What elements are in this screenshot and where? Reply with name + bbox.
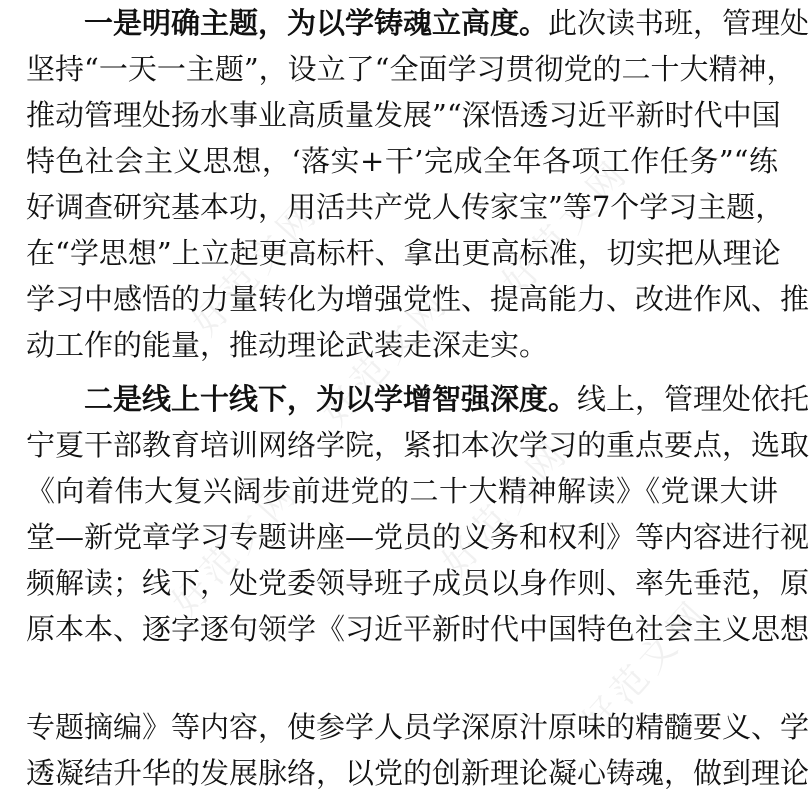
text-line: 好调查研究基本功，用活共产党人传家宝”等7个学习主题， [26,190,785,224]
text-line: 堂—新党章学习专题讲座—党员的义务和权利》等内容进行视 [26,520,809,554]
text-line: 在“学思想”上立起更高标杆、拿出更高标准，切实把从理论 [26,236,781,270]
text-line: 特色社会主义思想，‘落实+干’完成全年各项工作任务”“练 [26,144,778,178]
watermark: 好范文网 [434,431,578,584]
paragraph-2-first-line-rest: 线上，管理处依托 [577,382,809,416]
text-line: 原本本、逐字逐句领学《习近平新时代中国特色社会主义思想 [26,612,809,646]
paragraph-1-heading: 一是明确主题，为以学铸魂立高度。 [84,6,549,40]
text-line: 宁夏干部教育培训网络学院，紧扣本次学习的重点要点，选取 [26,428,809,462]
paragraph-2-line-1 [84,376,809,422]
text-line: 透凝结升华的发展脉络，以党的创新理论凝心铸魂，做到理论 [26,756,809,790]
paragraph-1-line-1 [84,0,809,46]
paragraph-2-heading: 二是线上十线下，为以学增智强深度。 [84,382,578,416]
watermark: 好范文网 [184,191,328,344]
text-line: 动工作的能量，推动理论武装走深走实。 [26,328,549,362]
watermark: 好范文网 [494,151,638,304]
text-line: 《向着伟大复兴阔步前进党的二十大精神解读》《党课大讲 [26,474,778,508]
text-line: 推动管理处扬水事业高质量发展”“深悟透习近平新时代中国 [26,98,781,132]
text-line: 频解读；线下，处党委领导班子成员以身作则、率先垂范，原 [26,566,809,600]
watermark: 好范文网 [574,591,718,744]
paragraph-1-first-line-rest: 此次读书班，管理处 [548,6,809,40]
text-line: 坚持“一天一主题”，设立了“全面学习贯彻党的二十大精神， [26,52,796,86]
text-line: 专题摘编》等内容，使参学人员学深原汁原味的精髓要义、学 [26,710,809,744]
text-line: 学习中感悟的力量转化为增强党性、提高能力、改进作风、推 [26,282,809,316]
watermark: 好范文网 [164,471,308,624]
watermark: 好范文网 [314,281,458,434]
